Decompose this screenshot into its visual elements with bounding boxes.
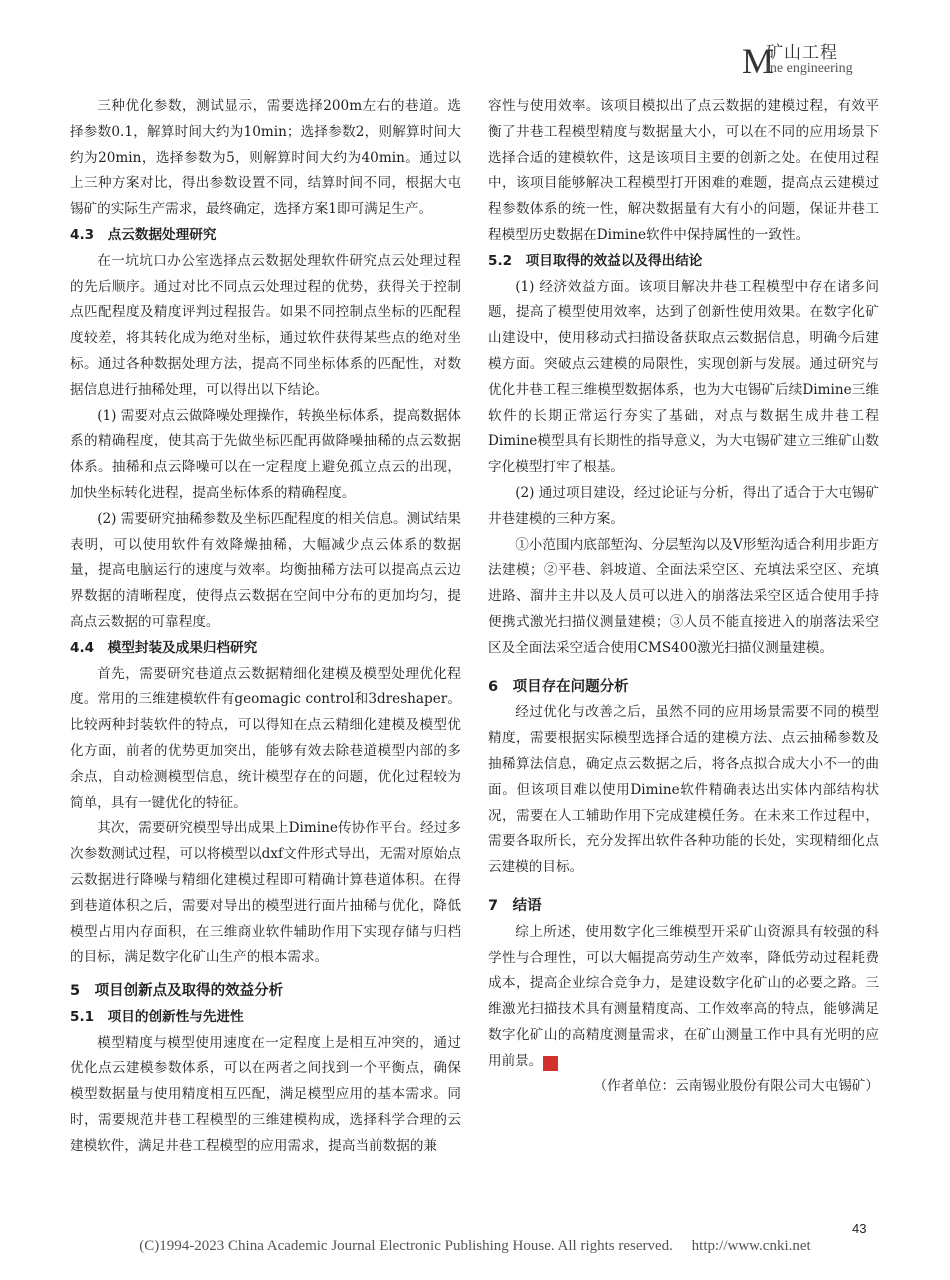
paragraph: 首先，需要研究巷道点云数据精细化建模及模型处理优化程度。常用的三维建模软件有geomagic control和3dreshaper。比较两种封装软件的特点，可以得知在点云精细化建模及模型优化方面，前者的优势更加突出，能够有效去除巷道模型内部的多余点，自动检测模型信息，统计模型存在的问题，优化过程较为简单，具有一键优化的特征。 <box>70 665 461 811</box>
section-heading-7: 7 结语 <box>488 897 542 914</box>
section-heading-5-1: 5.1 项目的创新性与先进性 <box>70 1008 244 1025</box>
section-heading-5-2: 5.2 项目取得的效益以及得出结论 <box>488 252 703 269</box>
paragraph: 三种优化参数，测试显示，需要选择200m左右的巷道。选择参数0.1，解算时间大约为10min；选择参数2，则解算时间大约为20min，选择参数为5，则解算时间大约为40min。通过以上三种方案对比，得出参数设置不同，结算时间不同，根据大屯锡矿的实际生产需求，最终确定，选择方案1即可满足生产。 <box>70 98 461 218</box>
paragraph: 容性与使用效率。该项目模拟出了点云数据的建模过程，有效平衡了井巷工程模型精度与数据量大小，可以在不同的应用场景下选择合适的建模软件，这是该项目主要的创新之处。在使用过程中，该项目能够解决工程模型打开困难的难题，提高点云建模过程参数体系的统一性，解决数据量有大有小的问题，保证井巷工程模型历史数据在Dimine软件中保持属性的一致性。 <box>488 98 879 243</box>
paragraph: 其次，需要研究模型导出成果上Dimine传协作平台。经过多次参数测试过程，可以将模型以dxf文件形式导出，无需对原始点云数据进行降噪与精细化建模过程即可精确计算巷道体积。在得到巷道体积之后，需要对导出的模型进行面片抽稀与优化，降低模型占用内存面积，在三维商业软件辅助作用下实现存储与归档的目标，满足数字化矿山生产的根本需求。 <box>70 820 461 966</box>
paragraph: 模型精度与模型使用速度在一定程度上是相互冲突的，通过优化点云建模参数体系，可以在两者之间找到一个平衡点，确保模型数据量与使用精度相互匹配，满足模型应用的基本需求。同时，需要规范井巷工程模型的三维建模构成，选择科学合理的云建模软件，满足井巷工程模型的应用需求，提高当前数据的兼 <box>70 1034 461 1154</box>
paragraph: (2) 需要研究抽稀参数及坐标匹配程度的相关信息。测试结果表明，可以使用软件有效降燥抽稀，大幅减少点云体系的数据量，提高电脑运行的速度与效率。均衡抽稀方法可以提高点云边界数据的清晰程度，使得点云数据在空间中分布的更加均匀，提高点云数据的可靠程度。 <box>70 510 461 630</box>
section-heading-4-3: 4.3 点云数据处理研究 <box>70 226 217 243</box>
paragraph: 经过优化与改善之后，虽然不同的应用场景需要不同的模型精度，需要根据实际模型选择合适的建模方法、点云抽稀参数及抽稀算法信息，确定点云数据之后，将各点拟合成大小不一的曲面。但该项目难以使用Dimine软件精确表达出实体内部结构状况，需要在人工辅助作用下完成建模任务。在未来工作过程中，需要各取所长，充分发挥出软件各种功能的长处，实现精细化点云建模的目标。 <box>488 704 879 876</box>
paragraph: (1) 经济效益方面。该项目解决井巷工程模型中存在诸多问题，提高了模型使用效率，达到了创新性使用效果。在数字化矿山建设中，使用移动式扫描设备获取点云数据信息，明确今后建模方面。突破点云建模的局限性，实现创新与发展。通过研究与优化井巷工程三维模型数据体系，也为大屯锡矿后续Dimine三维软件的长期正常运行夯实了基础，对点与数据生成井巷工程Dimine模型具有长期性的指导意义，为大屯锡矿建立三维矿山数字化模型打牢了根基。 <box>488 278 879 476</box>
journal-title-cn: 矿山工程 <box>766 43 838 63</box>
paragraph: (1) 需要对点云做降噪处理操作，转换坐标体系，提高数据体系的精确程度，使其高于先做坐标匹配再做降噪抽稀的点云数据体系。抽稀和点云降噪可以在一定程度上避免孤立点云的出现，加快坐标转化进程，提高坐标体系的精确程度。 <box>70 407 461 501</box>
journal-logo <box>742 41 882 81</box>
copyright-footer: (C)1994-2023 China Academic Journal Electronic Publishing House. All rights reserved. http://www.cnki.net <box>139 1238 811 1254</box>
journal-title-en: ine engineering <box>766 61 853 76</box>
page-number: 43 <box>852 1221 867 1236</box>
conclusion-text: 综上所述，使用数字化三维模型开采矿山资源具有较强的科学性与合理性，可以大幅提高劳动生产效率，降低劳动过程耗费成本，提高企业综合竞争力，是建设数字化矿山的必要之路。三维激光扫描技术具有测量精度高、工作效率高的特点，能够满足数字化矿山的高精度测量需求，在矿山测量工作中具有光明的应用前景。 <box>488 923 879 1069</box>
right-column <box>488 94 879 1100</box>
section-heading-4-4: 4.4 模型封装及成果归档研究 <box>70 639 258 656</box>
paragraph: 在一坑坑口办公室选择点云数据处理软件研究点云处理过程的先后顺序。通过对比不同点云处理过程的优势，获得关于控制点匹配程度及精度评判过程报告。如果不同控制点坐标的匹配程度较差，将其转化成为绝对坐标，通过软件获得某些点的绝对坐标。通过各种数据处理方法，提高不同坐标体系的匹配性，对数据信息进行抽稀处理，可以得出以下结论。 <box>70 252 461 398</box>
logo-letter: M <box>742 41 775 81</box>
left-column <box>70 94 461 1160</box>
end-mark-icon: 通 <box>543 1056 558 1071</box>
section-heading-6: 6 项目存在问题分析 <box>488 678 629 695</box>
paragraph: (2) 通过项目建设，经过论证与分析，得出了适合于大屯锡矿井巷建模的三种方案。 <box>488 484 879 527</box>
author-affiliation: （作者单位：云南锡业股份有限公司大屯锡矿） <box>593 1078 879 1095</box>
section-heading-5: 5 项目创新点及取得的效益分析 <box>70 983 284 1000</box>
paragraph: ①小范围内底部堑沟、分层堑沟以及V形堑沟适合利用步距方法建模；②平巷、斜坡道、全面法采空区、充填法采空区、充填进路、溜井主井以及人员可以进入的崩落法采空区适合使用手持便携式激光扫描仪测量建模；③人员不能直接进入的崩落法采空区及全面法采空适合使用CMS400激光扫描仪测量建模。 <box>488 536 879 656</box>
paragraph-conclusion <box>488 920 879 1075</box>
